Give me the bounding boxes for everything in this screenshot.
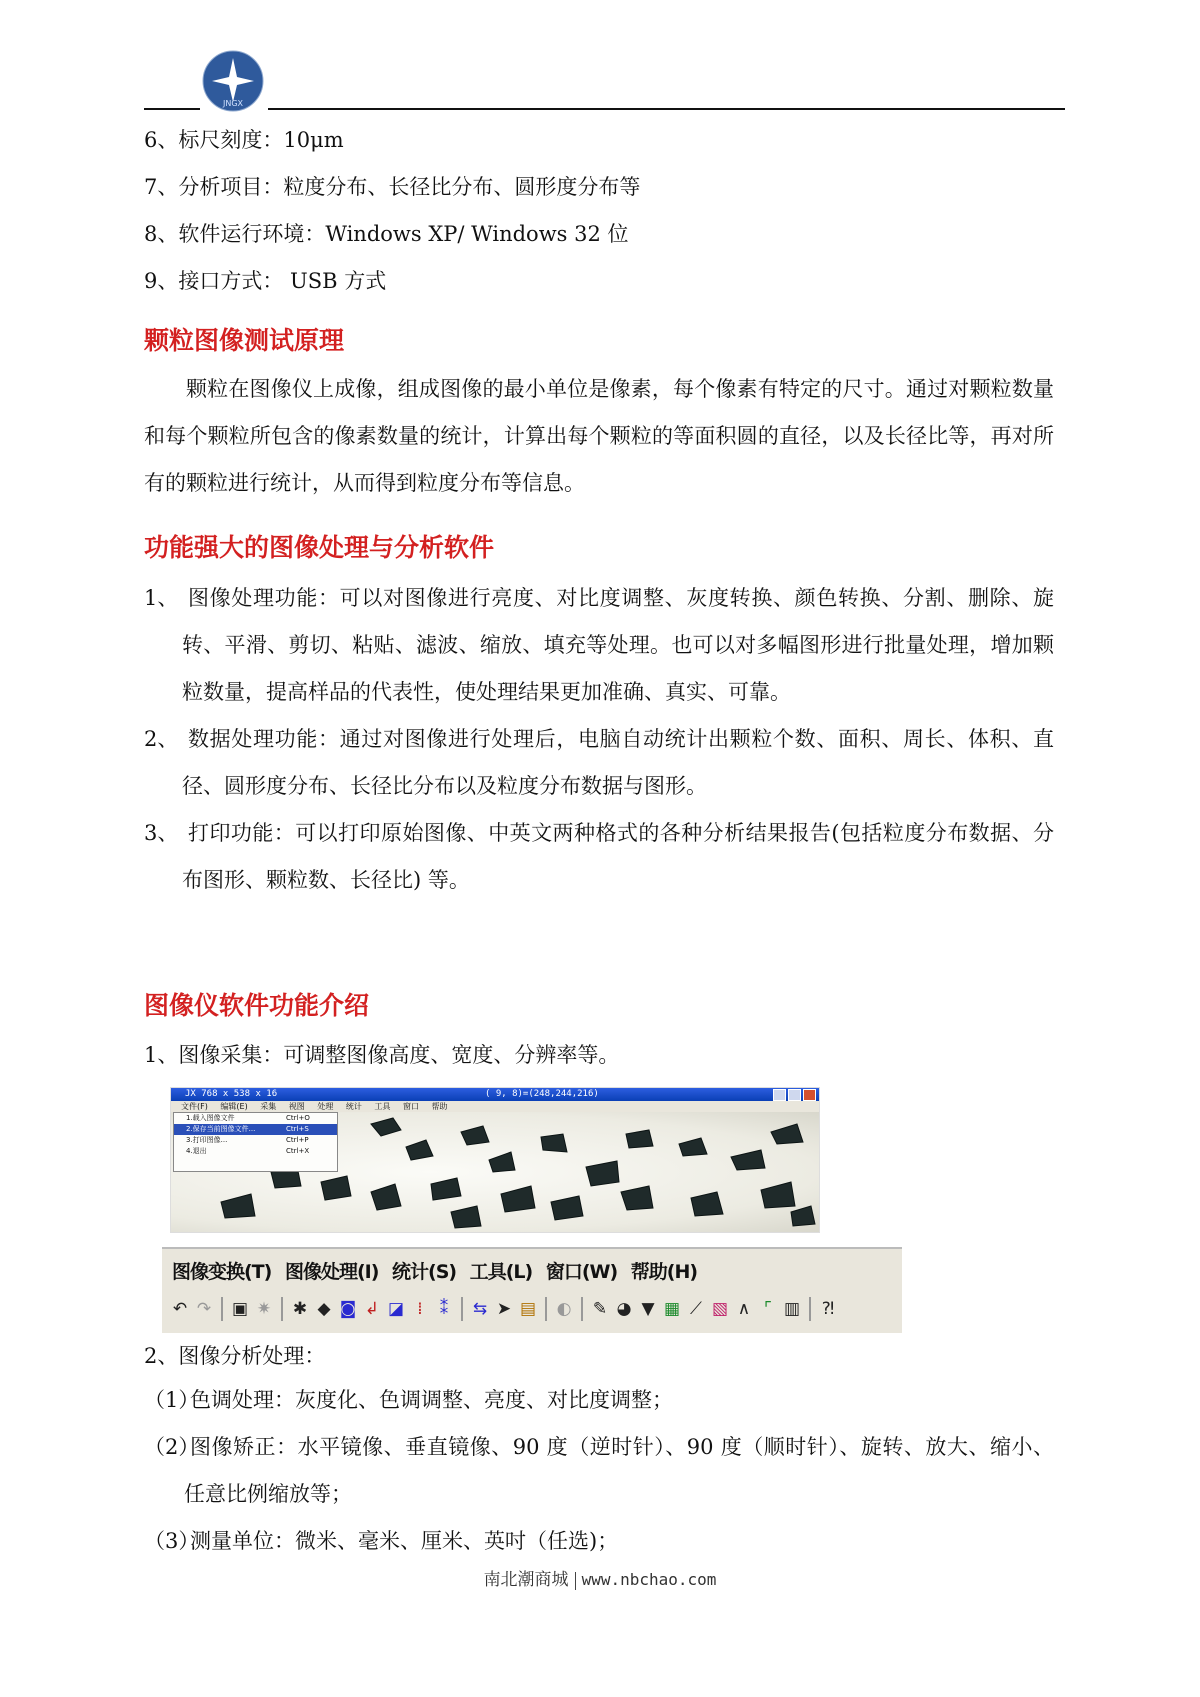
list-item — [144, 810, 1054, 904]
redo-icon[interactable]: ↷ — [196, 1299, 212, 1319]
menu-help[interactable]: 帮助(H) — [630, 1261, 698, 1283]
window-titlebar — [171, 1088, 819, 1101]
fill-icon[interactable]: ◕ — [616, 1299, 632, 1319]
list-item-text: 数据处理功能：通过对图像进行处理后，电脑自动统计出颗粒个数、面积、周长、体积、直径、圆形度分布、长径比分布以及粒度分布数据与图形。 — [182, 727, 1054, 798]
select-icon[interactable]: ◪ — [387, 1299, 405, 1319]
menu-help[interactable]: 帮助 — [431, 1102, 448, 1111]
menu-capture[interactable]: 采集 — [260, 1102, 277, 1111]
section-title-features: 图像仪软件功能介绍 — [144, 991, 370, 1020]
grid-icon[interactable]: ▦ — [663, 1299, 681, 1319]
software-screenshot — [170, 1087, 820, 1233]
menu-item[interactable]: 3.打印图像... Ctrl+P — [186, 1136, 309, 1144]
list-item-text: 图像处理功能：可以对图像进行亮度、对比度调整、灰度转换、颜色转换、分割、删除、旋转、平滑、剪切、粘贴、滤波、缩放、填充等处理。也可以对多幅图形进行批量处理，增加颗粒数量，提高样品的代表性，使处理结果更加准确、真实、可靠。 — [182, 586, 1054, 704]
menu-stats[interactable]: 统计 — [345, 1102, 362, 1111]
toolbar-icons — [170, 1297, 838, 1321]
menu-tools[interactable]: 工具(L) — [469, 1261, 533, 1283]
list-item-number: 3、 — [144, 821, 179, 845]
drop-icon[interactable]: ◆ — [317, 1299, 331, 1319]
list-item-text: 图像矫正：水平镜像、垂直镜像、90 度（逆时针）、90 度（顺时针）、旋转、放大、缩小、任意比例缩放等； — [184, 1435, 1054, 1506]
menu-item[interactable]: 4.退出 Ctrl+X — [186, 1147, 310, 1155]
section-title-software: 功能强大的图像处理与分析软件 — [144, 533, 495, 562]
page-footer — [0, 1565, 1200, 1590]
list-item-text: 测量单位：微米、毫米、厘米、英吋（任选)； — [190, 1529, 619, 1553]
menu-image-process[interactable]: 图像处理(I) — [284, 1261, 379, 1283]
minimize-icon[interactable] — [773, 1089, 786, 1101]
menu-transform[interactable]: 图像变换(T) — [172, 1261, 272, 1283]
circle-icon[interactable]: ◐ — [556, 1299, 572, 1319]
contrast-icon[interactable]: ✱ — [292, 1299, 308, 1319]
menu-tools[interactable]: 工具 — [374, 1102, 391, 1111]
list-item-number: （1） — [144, 1388, 200, 1412]
menu-window[interactable]: 窗口 — [402, 1102, 419, 1111]
filter-icon[interactable]: ⁑ — [439, 1299, 449, 1319]
measure-icon[interactable]: ⟋ — [690, 1299, 702, 1319]
list-item-number: （3） — [144, 1529, 200, 1553]
list-item — [144, 1377, 1054, 1424]
feature-line-1: 1、图像采集：可调整图像高度、宽度、分辨率等。 — [144, 1043, 620, 1067]
menu-item[interactable]: 1.载入图像文件 Ctrl+O — [186, 1114, 310, 1122]
brightness-icon[interactable]: ✷ — [256, 1299, 272, 1319]
section-title-principle: 颗粒图像测试原理 — [144, 326, 345, 355]
help-pointer-icon[interactable]: ⁈ — [821, 1299, 835, 1319]
split-icon[interactable]: ⁞ — [417, 1299, 423, 1319]
undo-icon[interactable]: ↶ — [172, 1299, 188, 1319]
list-item-text: 打印功能：可以打印原始图像、中英文两种格式的各种分析结果报告(包括粒度分布数据、分布图形、颗粒数、长径比) 等。 — [182, 821, 1054, 892]
list-item — [144, 716, 1054, 810]
pointer-icon[interactable]: ➤ — [496, 1299, 512, 1319]
menu-item[interactable]: 2.保存当前图像文件... Ctrl+S — [174, 1124, 337, 1135]
window-controls — [773, 1089, 816, 1101]
window-menubar — [171, 1101, 819, 1112]
mirror-icon[interactable]: ⇆ — [472, 1299, 488, 1319]
menu-edit[interactable]: 编辑(E) — [220, 1102, 248, 1111]
funnel-icon[interactable]: ▼ — [641, 1299, 655, 1319]
feature-line-2: 2、图像分析处理： — [144, 1344, 326, 1368]
angle-icon[interactable]: ∧ — [737, 1299, 751, 1319]
spec-line-6: 6、标尺刻度：10μm — [144, 128, 344, 152]
principle-paragraph: 颗粒在图像仪上成像，组成图像的最小单位是像素，每个像素有特定的尺寸。通过对颗粒数量和每个颗粒所包含的像素数量的统计，计算出每个颗粒的等面积圆的直径，以及长径比等，再对所有的颗粒进行统计，从而得到粒度分布等信息。 — [144, 377, 1054, 495]
footer-site-name: 南北潮商城 — [483, 1570, 569, 1590]
software-toolbar-screenshot — [162, 1247, 902, 1333]
color-icon[interactable]: ◙ — [339, 1299, 357, 1319]
list-item-number: （2） — [144, 1435, 200, 1459]
corner-icon[interactable]: ⌜ — [764, 1299, 772, 1319]
menu-window[interactable]: 窗口(W) — [545, 1261, 618, 1283]
toolbar-menubar — [172, 1257, 705, 1284]
list-item — [144, 1518, 1054, 1565]
list-item-number: 2、 — [144, 727, 179, 751]
logo-text: JNGX — [222, 99, 244, 108]
spec-line-7: 7、分析项目：粒度分布、长径比分布、圆形度分布等 — [144, 175, 641, 199]
region-icon[interactable]: ▤ — [519, 1299, 537, 1319]
header-rule-left — [144, 108, 200, 110]
maximize-icon[interactable] — [788, 1089, 801, 1101]
spec-line-8: 8、软件运行环境：Windows XP/ Windows 32 位 — [144, 222, 629, 246]
rotate-icon[interactable]: ↲ — [364, 1299, 380, 1319]
header-rule-right — [268, 108, 1065, 110]
close-icon[interactable] — [803, 1089, 816, 1101]
footer-url[interactable]: www.nbchao.com — [581, 1570, 717, 1589]
frame-icon[interactable]: ▣ — [231, 1299, 249, 1319]
company-logo — [202, 50, 264, 112]
list-item-number: 1、 — [144, 586, 179, 610]
pen-icon[interactable]: ✎ — [592, 1299, 608, 1319]
menu-file[interactable]: 文件(F) — [181, 1102, 208, 1111]
menu-process[interactable]: 处理 — [317, 1102, 334, 1111]
footer-divider — [575, 1572, 576, 1590]
palette-icon[interactable]: ▧ — [711, 1299, 729, 1319]
table-icon[interactable]: ▥ — [783, 1299, 801, 1319]
spec-line-9: 9、接口方式： USB 方式 — [144, 269, 387, 293]
menu-view[interactable]: 视图 — [288, 1102, 305, 1111]
menu-statistics[interactable]: 统计(S) — [392, 1261, 457, 1283]
pixel-coordinate-readout: ( 9, 8)=(248,244,216) — [485, 1089, 599, 1099]
list-item — [144, 1424, 1054, 1518]
list-item — [144, 575, 1054, 716]
list-item-text: 色调处理：灰度化、色调调整、亮度、对比度调整； — [190, 1388, 673, 1412]
file-dropdown-menu — [173, 1112, 338, 1172]
window-title: JX 768 x 538 x 16 — [185, 1089, 278, 1099]
